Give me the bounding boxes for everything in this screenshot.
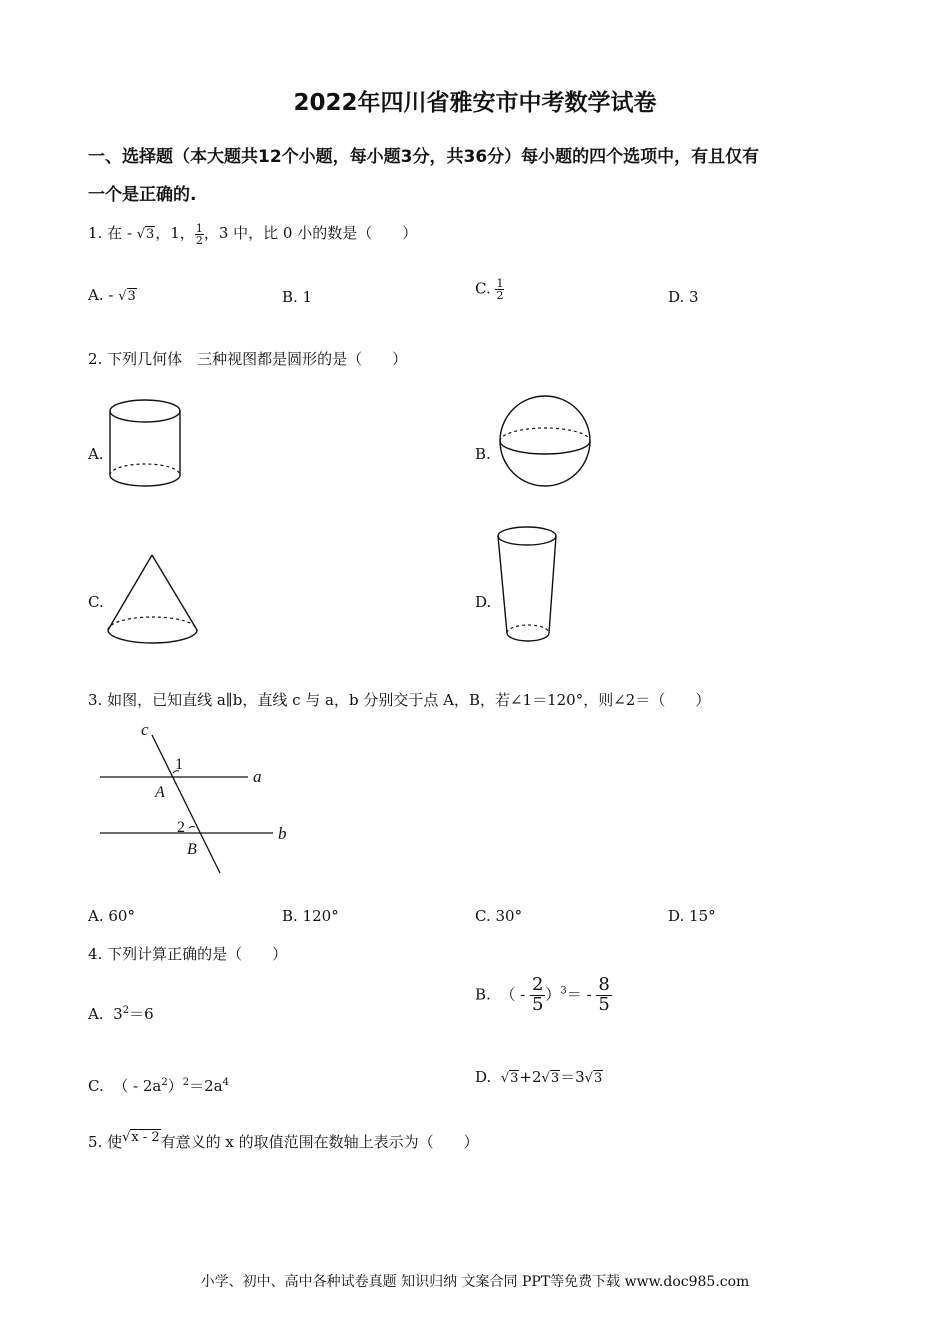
q4-option-a: A. $3^2=6$ <box>88 1005 154 1023</box>
cone-figure <box>105 552 205 647</box>
label-point-A: A <box>155 784 165 801</box>
q2-option-c: C. <box>88 593 104 611</box>
parallel-lines-figure <box>95 715 305 885</box>
label-b: b <box>278 824 287 843</box>
q1-suffix: ，3 中，比 0 小的数是（ ） <box>203 224 418 242</box>
q1-option-c: C. $\frac{1}{2}$ <box>475 277 504 302</box>
page-title: 2022年四川省雅安市中考数学试卷 <box>293 90 657 116</box>
label-point-B: B <box>187 841 197 858</box>
q1-option-a: A. - √3 <box>88 286 136 304</box>
q2-option-b: B. <box>475 445 491 463</box>
label-angle-2: 2 <box>177 819 185 836</box>
q4-option-b: B. （ - $\frac{2}{5}$ ）$^3$＝ - $\frac{8}{5}$ <box>475 974 610 1015</box>
q3-option-d: D. 15° <box>668 907 716 925</box>
q3-option-c: C. 30° <box>475 907 523 925</box>
label-angle-1: 1 <box>175 756 183 773</box>
sphere-figure <box>497 395 597 490</box>
q2-option-d: D. <box>475 593 492 611</box>
q2-option-a: A. <box>88 445 104 463</box>
label-c: c <box>141 720 149 739</box>
q4-option-d: D. √3+2√3＝3√3 <box>475 1068 603 1086</box>
label-a: a <box>253 767 262 786</box>
section-heading-line2: 一个是正确的. <box>88 185 197 205</box>
q1-option-b: B. 1 <box>282 288 313 306</box>
q1-option-d: D. 3 <box>668 288 699 306</box>
section-heading-line1: 一、选择题（本大题共12个小题，每小题3分，共36分）每小题的四个选项中，有且仅有 <box>88 147 760 167</box>
question-1 <box>88 222 417 246</box>
page-footer: 小学、初中、高中各种试卷真题 知识归纳 文案合同 PPT等免费下载 www.doc985.com <box>200 1274 750 1290</box>
q1-fraction: $\frac{1}{2}$ <box>195 221 203 247</box>
q1-sqrt: √3 <box>136 227 155 242</box>
question-5: 5. 使√x - 2有意义的 x 的取值范围在数轴上表示为（ ） <box>88 1130 479 1151</box>
question-3: 3. 如图，已知直线 a∥b，直线 c 与 a，b 分别交于点 A，B，若∠1＝120°，则∠2＝（ ） <box>88 691 711 709</box>
q3-option-b: B. 120° <box>282 907 339 925</box>
question-4: 4. 下列计算正确的是（ ） <box>88 945 288 963</box>
cup-figure <box>495 525 565 645</box>
cylinder-figure <box>105 395 195 495</box>
q1-prefix: 1. 在 - <box>88 224 137 242</box>
q4-option-c: C. （ - $2a^2)^2=2a^4$ <box>88 1077 229 1095</box>
q1-mid: ，1， <box>155 224 195 242</box>
q3-option-a: A. 60° <box>88 907 135 925</box>
question-2: 2. 下列几何体 三种视图都是圆形的是（ ） <box>88 350 408 368</box>
